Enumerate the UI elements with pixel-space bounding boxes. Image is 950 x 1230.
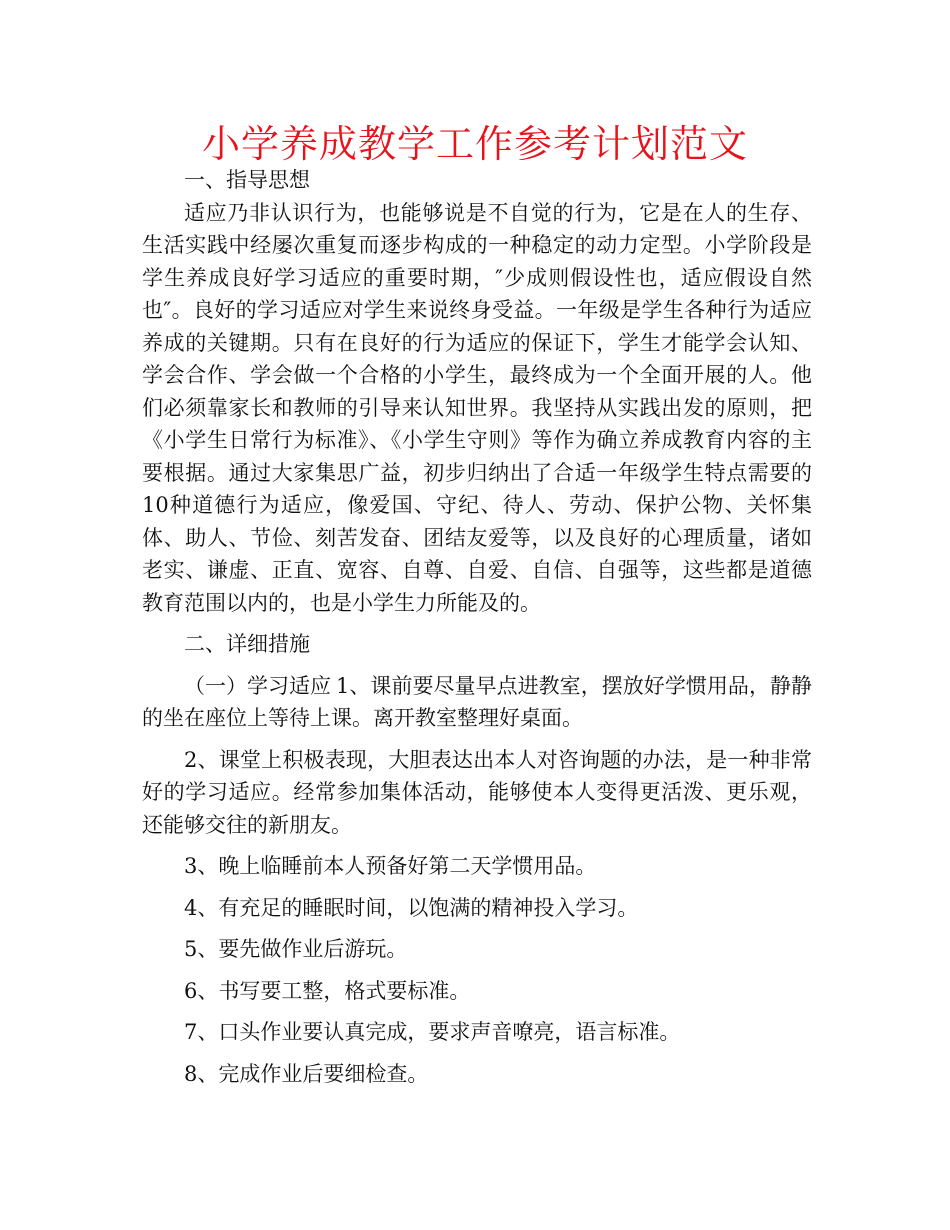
section-heading-measures: 二、详细措施 <box>184 632 310 656</box>
measure-item: 5、要先做作业后游玩。 <box>184 937 408 961</box>
measure-item: 8、完成作业后要细检查。 <box>184 1061 429 1086</box>
measure-item: 4、有充足的睡眠时间，以饱满的精神投入学习。 <box>184 895 639 920</box>
measure-item: 7、口头作业要认真完成，要求声音嘹亮，语言标准。 <box>184 1020 681 1044</box>
document-title: 小学养成教学工作参考计划范文 <box>201 122 748 166</box>
section-heading-guiding-ideology: 一、指导思想 <box>184 168 310 192</box>
guiding-ideology-paragraph: 适应乃非认识行为，也能够说是不自觉的行为，它是在人的生存、生活实践中经屡次重复而逐步构成的一种稳定的动力定型。小学阶段是学生养成良好学习适应的重要时期，″少成则假设性也，适应假设自然也″。良好的学习适应对学生来说终身受益。一年级是学生各种行为适应养成的关键期。只有在良好的行为适应的保证下，学生才能学会认知、学会合作、学会做一个合格的小学生，最终成为一个全面开展的人。他们必须靠家长和教师的引导来认知世界。我坚持从实践出发的原则，把《小学生日常行为标准》、《小学生守则》等作为确立养成教育内容的主要根据。通过大家集思广益，初步归纳出了合适一年级学生特点需要的10种道德行为适应，像爱国、守纪、待人、劳动、保护公物、关怀集体、助人、节俭、刻苦发奋、团结友爱等，以及良好的心理质量，诸如老实、谦虚、正直、宽容、自尊、自爱、自信、自强等，这些都是道德教育范围以内的，也是小学生力所能及的。 <box>142 200 812 615</box>
subheading-learning-habits: （一）学习适应 <box>184 673 331 698</box>
measure-item-text: 1、课前要尽量早点进教室，摆放好学惯用品，静静的坐在座位上等待上课。离开教室整理好桌面。 <box>142 673 812 730</box>
measure-item: 6、书写要工整，格式要标准。 <box>184 978 471 1003</box>
measure-item: 3、晚上临睡前本人预备好第二天学惯用品。 <box>184 854 597 878</box>
document-body <box>142 164 812 1090</box>
measure-item: 2、课堂上积极表现，大胆表达出本人对咨询题的办法，是一种非常好的学习适应。经常参加集体活动，能够使本人变得更活泼、更乐观，还能够交往的新朋友。 <box>142 747 812 837</box>
measure-item <box>142 670 812 735</box>
